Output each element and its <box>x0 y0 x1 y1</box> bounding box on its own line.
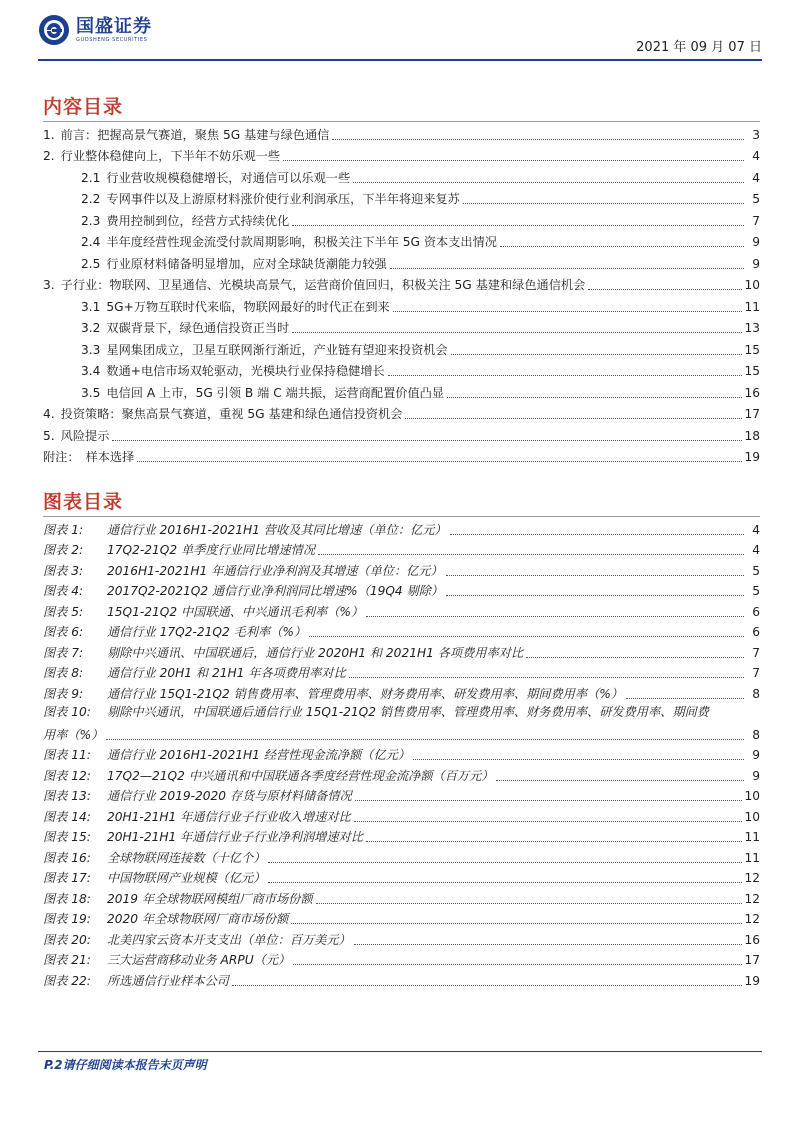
leader-dots <box>393 311 743 312</box>
leader-dots <box>588 289 742 290</box>
leader-dots <box>332 139 744 140</box>
leader-dots <box>405 418 742 419</box>
figure-entry[interactable] <box>43 763 760 784</box>
company-logo <box>38 14 152 46</box>
figure-entry-page: 5 <box>752 584 760 598</box>
figure-entry-text: 17Q2-21Q2 单季度行业同比增速情况 <box>107 543 316 557</box>
leader-dots <box>450 534 744 535</box>
figure-entry-page: 7 <box>752 645 760 660</box>
leader-dots <box>292 225 744 226</box>
figure-entry-page: 10 <box>744 789 760 803</box>
figure-entry-page: 7 <box>752 666 760 680</box>
figure-entry-text: 三大运营商移动业务 ARPU（元） <box>107 953 291 967</box>
figure-entry-text: 通信行业 2016H1-2021H1 营收及其同比增速（单位：亿元） <box>107 522 447 537</box>
toc-entry[interactable] <box>43 186 760 208</box>
toc-entry-text: 双碳背景下，绿色通信投资正当时 <box>106 321 290 335</box>
toc-entry-number: 2.1 <box>81 170 101 185</box>
leader-dots <box>283 160 744 161</box>
leader-dots <box>292 332 742 333</box>
toc-entry-page: 17 <box>744 407 760 421</box>
logo-chinese-name: 国盛证券 <box>76 15 152 37</box>
toc-entry-number: 4. <box>43 407 55 421</box>
toc-entry-page: 4 <box>752 170 760 185</box>
toc-entry[interactable] <box>43 164 760 186</box>
figure-entry[interactable] <box>43 661 760 682</box>
leader-dots <box>353 182 744 183</box>
figure-entry[interactable] <box>43 579 760 600</box>
figure-entry[interactable] <box>43 784 760 805</box>
figure-entry-page: 12 <box>744 912 760 926</box>
figure-entry[interactable] <box>43 517 760 538</box>
toc-entry-text: 子行业：物联网、卫星通信、光模块高景气，运营商价值回归，积极关注 5G 基建和绿色通信机会 <box>60 278 586 292</box>
figure-entry-text: 剔除中兴通讯、中国联通后，通信行业 2020H1 和 2021H1 各项费用率对比 <box>107 645 524 660</box>
figure-entry-label: 图表 18: <box>43 891 91 906</box>
toc-entry[interactable] <box>43 272 760 294</box>
figure-entry-label: 图表 4: <box>43 584 84 598</box>
toc-entry[interactable] <box>43 401 760 423</box>
figure-entry-label: 图表 1: <box>43 522 84 537</box>
leader-dots <box>137 461 742 462</box>
toc-entry-text: 电信回 A 上市，5G 引领 B 端 C 端共振，运营商配置价值凸显 <box>106 385 445 400</box>
toc-entry[interactable] <box>43 444 760 466</box>
figure-entry-text: 中国物联网产业规模（亿元） <box>107 871 266 885</box>
figure-entry-page: 8 <box>752 686 760 701</box>
toc-entry[interactable] <box>43 293 760 315</box>
toc-entry-text: 投资策略：聚焦高景气赛道，重视 5G 基建和绿色通信投资机会 <box>60 407 403 421</box>
figure-entry-label: 图表 12: <box>43 768 91 783</box>
toc-entry-text: 行业营收规模稳健增长，对通信可以乐观一些 <box>106 170 351 185</box>
toc-entry-page: 9 <box>752 256 760 271</box>
toc-list <box>43 121 760 465</box>
toc-entry[interactable] <box>43 143 760 165</box>
leader-dots <box>446 595 744 596</box>
figure-entry[interactable] <box>43 927 760 948</box>
toc-entry-page: 7 <box>752 213 760 228</box>
leader-dots <box>291 923 742 924</box>
figure-entry-label: 图表 11: <box>43 748 91 762</box>
figure-entry[interactable] <box>43 886 760 907</box>
figure-entry[interactable] <box>43 845 760 866</box>
figure-entry-text: 全球物联网连接数（十亿个） <box>107 850 266 865</box>
figure-entry-label: 图表 22: <box>43 973 91 988</box>
figure-entry-label: 图表 16: <box>43 850 91 865</box>
figure-entry-text: 北美四家云资本开支支出（单位：百万美元） <box>107 932 351 947</box>
footer-divider <box>38 1051 762 1052</box>
leader-dots <box>446 575 744 576</box>
leader-dots <box>106 739 744 740</box>
leader-dots <box>268 862 742 863</box>
figure-entry-label: 图表 3: <box>43 563 84 578</box>
figure-entry-text: 通信行业 2016H1-2021H1 经营性现金流净额（亿元） <box>107 748 411 762</box>
leader-dots <box>293 964 742 965</box>
figure-entry-page: 8 <box>752 727 760 742</box>
figure-entry-label: 图表 10: <box>43 704 91 719</box>
leader-dots <box>390 268 744 269</box>
toc-entry-number: 3.2 <box>81 321 101 335</box>
toc-entry[interactable] <box>43 358 760 380</box>
toc-entry-page: 4 <box>752 149 760 163</box>
toc-entry-page: 19 <box>744 450 760 464</box>
leader-dots <box>316 903 743 904</box>
toc-entry-number: 3.3 <box>81 342 101 357</box>
toc-entry-page: 3 <box>752 127 760 142</box>
figure-entry-label: 图表 19: <box>43 912 91 926</box>
toc-entry-page: 15 <box>744 364 760 378</box>
figures-title: 图表目录 <box>43 491 124 513</box>
figure-entry-page: 5 <box>752 563 760 578</box>
toc-entry-number: 3.1 <box>81 299 101 314</box>
leader-dots <box>500 246 744 247</box>
toc-entry-text: 风险提示 <box>60 428 110 443</box>
figure-entry-text: 通信行业 15Q1-21Q2 销售费用率、管理费用率、财务费用率、研发费用率、期间费用率（%） <box>107 686 623 701</box>
figure-entry-page: 9 <box>752 748 760 762</box>
toc-entry-number: 附注： <box>43 450 80 464</box>
leader-dots <box>526 657 744 658</box>
toc-entry[interactable] <box>43 229 760 251</box>
figure-entry-label: 图表 14: <box>43 809 91 824</box>
figures-list <box>43 517 760 989</box>
toc-entry-text: 行业整体稳健向上，下半年不妨乐观一些 <box>60 149 281 163</box>
toc-entry-text: 专网事件以及上游原材料涨价使行业利润承压，下半年将迎来复苏 <box>106 192 460 206</box>
leader-dots <box>232 985 743 986</box>
leader-dots <box>413 759 744 760</box>
figure-entry-page: 17 <box>744 953 760 967</box>
toc-entry-number: 3.4 <box>81 364 101 378</box>
figure-entry-label: 图表 7: <box>43 645 84 660</box>
toc-entry-page: 13 <box>744 321 760 335</box>
toc-entry-number: 1. <box>43 127 55 142</box>
figure-entry-label: 图表 6: <box>43 625 84 639</box>
toc-entry-text: 前言：把握高景气赛道，聚焦 5G 基建与绿色通信 <box>60 127 330 142</box>
report-date: 2021 年 09 月 07 日 <box>636 40 762 55</box>
toc-entry[interactable] <box>43 315 760 337</box>
figure-entry-page: 4 <box>752 543 760 557</box>
figure-entry-page: 19 <box>744 973 760 988</box>
figure-entry-text: 通信行业 20H1 和 21H1 年各项费用率对比 <box>107 666 346 680</box>
figure-entry[interactable] <box>43 825 760 846</box>
figure-entry-label: 图表 2: <box>43 543 84 557</box>
toc-entry-number: 2.2 <box>81 192 101 206</box>
toc-entry-text: 半年度经营性现金流受付款周期影响，积极关注下半年 5G 资本支出情况 <box>106 235 497 249</box>
leader-dots <box>354 944 743 945</box>
figure-entry-text: 通信行业 17Q2-21Q2 毛利率（%） <box>107 625 307 639</box>
leader-dots <box>626 698 744 699</box>
figure-entry-label: 图表 21: <box>43 953 91 967</box>
leader-dots <box>366 841 743 842</box>
figure-entry-text: 20H1-21H1 年通信行业子行业净利润增速对比 <box>107 830 363 844</box>
toc-entry-number: 2.5 <box>81 256 101 271</box>
figure-entry[interactable] <box>43 804 760 825</box>
figure-entry-label: 图表 5: <box>43 604 84 619</box>
header-divider <box>38 59 762 61</box>
figure-entry-text: 15Q1-21Q2 中国联通、中兴通讯毛利率（%） <box>107 604 364 619</box>
toc-entry-text: 5G+万物互联时代来临，物联网最好的时代正在到来 <box>106 299 390 314</box>
figure-entry-page: 4 <box>752 522 760 537</box>
figure-entry[interactable] <box>43 681 760 702</box>
figure-entry-label: 图表 17: <box>43 871 91 885</box>
figure-entry-page: 12 <box>744 891 760 906</box>
toc-entry-page: 11 <box>744 299 760 314</box>
figure-entry[interactable] <box>43 620 760 641</box>
figure-entry[interactable] <box>43 599 760 620</box>
figure-entry-text: 2016H1-2021H1 年通信行业净利润及其增速（单位：亿元） <box>107 563 443 578</box>
figure-entry[interactable] <box>43 558 760 579</box>
toc-entry-number: 3. <box>43 278 55 292</box>
logo-english-name: GUOSHENG SECURITIES <box>76 36 148 43</box>
figure-entry-page: 16 <box>744 932 760 947</box>
figure-entry[interactable] <box>43 948 760 969</box>
leader-dots <box>447 397 742 398</box>
leader-dots <box>366 616 744 617</box>
toc-entry[interactable] <box>43 250 760 272</box>
toc-entry[interactable] <box>43 336 760 358</box>
toc-entry-text: 样本选择 <box>85 450 135 464</box>
figure-entry[interactable] <box>43 866 760 887</box>
footer-disclaimer: P.2请仔细阅读本报告末页声明 <box>44 1058 207 1072</box>
leader-dots <box>112 440 742 441</box>
toc-entry[interactable] <box>43 422 760 444</box>
figure-entry[interactable] <box>43 640 760 661</box>
figure-entry[interactable] <box>43 538 760 559</box>
figure-entry[interactable] <box>43 702 760 743</box>
toc-entry-page: 16 <box>744 385 760 400</box>
guosheng-logo-icon <box>38 14 70 46</box>
toc-entry[interactable] <box>43 121 760 143</box>
figure-entry-label: 图表 13: <box>43 789 91 803</box>
figure-entry-page: 9 <box>752 768 760 783</box>
figure-entry-text-continued: 用率（%） <box>43 727 104 742</box>
page-header <box>38 14 762 62</box>
figure-entry-label: 图表 15: <box>43 830 91 844</box>
figure-entry-text: 20H1-21H1 年通信行业子行业收入增速对比 <box>107 809 351 824</box>
figure-entry[interactable] <box>43 968 760 989</box>
figure-entry-page: 6 <box>752 604 760 619</box>
figure-entry-text: 2017Q2-2021Q2 通信行业净利润同比增速%（19Q4 剔除） <box>107 584 444 598</box>
toc-entry-page: 15 <box>744 342 760 357</box>
figure-entry-text: 17Q2—21Q2 中兴通讯和中国联通各季度经营性现金流净额（百万元） <box>107 768 494 783</box>
toc-entry-number: 3.5 <box>81 385 101 400</box>
toc-title: 内容目录 <box>43 96 124 118</box>
figure-entry-page: 11 <box>744 850 760 865</box>
toc-entry-page: 9 <box>752 235 760 249</box>
toc-entry-page: 10 <box>744 278 760 292</box>
leader-dots <box>496 780 744 781</box>
leader-dots <box>309 636 744 637</box>
toc-entry-number: 2. <box>43 149 55 163</box>
toc-entry-number: 5. <box>43 428 55 443</box>
toc-entry-text: 星网集团成立，卫星互联网渐行渐近，产业链有望迎来投资机会 <box>106 342 448 357</box>
leader-dots <box>354 821 743 822</box>
figure-entry-page: 11 <box>744 830 760 844</box>
toc-entry-text: 行业原材料储备明显增加，应对全球缺货潮能力较强 <box>106 256 387 271</box>
leader-dots <box>318 554 744 555</box>
figure-entry-text: 所选通信行业样本公司 <box>107 973 229 988</box>
leader-dots <box>355 800 743 801</box>
figure-entry-text: 通信行业 2019-2020 存货与原材料储备情况 <box>107 789 352 803</box>
figure-entry-text: 2020 年全球物联网厂商市场份额 <box>107 912 289 926</box>
leader-dots <box>463 203 744 204</box>
figure-entry-page: 10 <box>744 809 760 824</box>
toc-entry-number: 2.3 <box>81 213 101 228</box>
toc-entry-page: 18 <box>744 428 760 443</box>
toc-entry-text: 数通+电信市场双轮驱动，光模块行业保持稳健增长 <box>106 364 385 378</box>
figure-entry-label: 图表 20: <box>43 932 91 947</box>
figure-entry[interactable] <box>43 907 760 928</box>
figure-entry-text: 剔除中兴通讯，中国联通后通信行业 15Q1-21Q2 销售费用率、管理费用率、财务费用率、研发费用率、期间费 <box>107 704 709 719</box>
leader-dots <box>268 882 742 883</box>
toc-entry[interactable] <box>43 207 760 229</box>
figure-entry-label: 图表 9: <box>43 686 84 701</box>
leader-dots <box>451 354 743 355</box>
leader-dots <box>388 375 743 376</box>
leader-dots <box>349 677 744 678</box>
toc-entry-text: 费用控制到位，经营方式持续优化 <box>106 213 290 228</box>
toc-entry-number: 2.4 <box>81 235 101 249</box>
figure-entry-page: 12 <box>744 871 760 885</box>
figure-entry-text: 2019 年全球物联网模组厂商市场份额 <box>107 891 313 906</box>
toc-entry-page: 5 <box>752 192 760 206</box>
figure-entry[interactable] <box>43 743 760 764</box>
figure-entry-label: 图表 8: <box>43 666 84 680</box>
toc-entry[interactable] <box>43 379 760 401</box>
figure-entry-page: 6 <box>752 625 760 639</box>
